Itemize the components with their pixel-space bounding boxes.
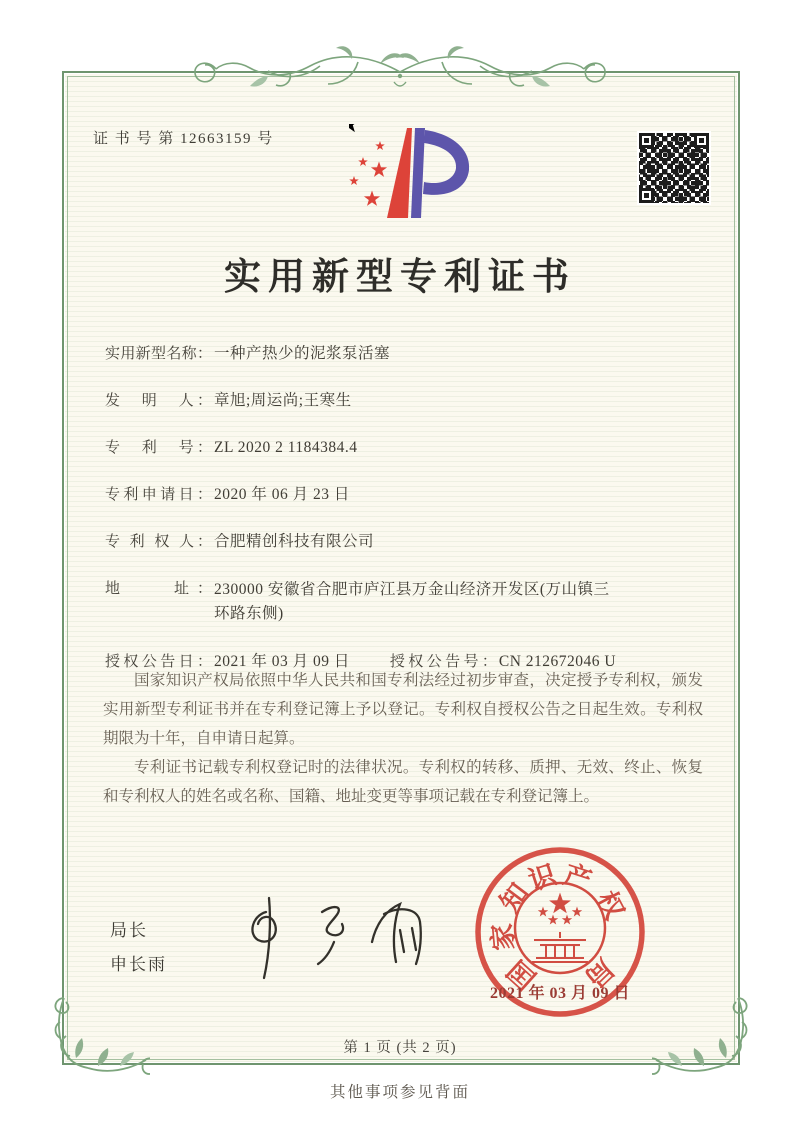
- bottom-left-corner-ornament: [50, 996, 150, 1096]
- field-value: 2021 年 03 月 09 日: [214, 653, 350, 670]
- certificate-title: 实用新型专利证书: [224, 257, 576, 298]
- field-label: 专 利 权 人：: [105, 534, 212, 550]
- legal-body-text: [103, 666, 703, 811]
- field-label: 授权公告号：: [389, 654, 497, 670]
- page-number: 第 1 页 (共 2 页): [343, 1040, 457, 1056]
- seal-date: 2021 年 03 月 09 日: [489, 985, 631, 1002]
- field-label: 专 利 号：: [105, 440, 212, 456]
- field-label: 授权公告日：: [105, 654, 212, 670]
- seal-char: 局: [579, 952, 620, 994]
- field-value: 2020 年 06 月 23 日: [214, 486, 350, 503]
- signer-name: 申长雨: [110, 955, 167, 974]
- field-row-inventors: [105, 390, 711, 412]
- seal-char: 产: [560, 859, 596, 897]
- field-label: 地 址：: [105, 581, 212, 597]
- field-value: 一种产热少的泥浆泵活塞: [214, 345, 391, 362]
- field-row-patentee: [105, 531, 711, 553]
- field-row-patent-number: [105, 437, 711, 459]
- body-paragraph-1: 国家知识产权局依照中华人民共和国专利法经过初步审查，决定授予专利权，颁发实用新型专利证书并在专利登记簿上予以登记。专利权自授权公告之日起生效。专利权期限为十年，自申请日起算。: [103, 672, 703, 747]
- field-value: CN 212672046 U: [498, 653, 617, 670]
- field-value: 章旭;周运尚;王寒生: [214, 392, 352, 409]
- signer-title: 局长: [110, 921, 148, 940]
- seal-char: 权: [590, 886, 630, 925]
- qr-code: [637, 131, 711, 205]
- handwritten-signature: [222, 890, 437, 992]
- seal-char: 家: [487, 922, 520, 952]
- field-label: 发 明 人：: [105, 393, 212, 409]
- seal-char: 国: [501, 954, 542, 995]
- qr-finder-icon: [639, 188, 654, 203]
- bottom-right-corner-ornament: [652, 996, 752, 1096]
- certificate-fields: [105, 343, 711, 698]
- qr-finder-icon: [694, 133, 709, 148]
- field-label: 实用新型名称：: [105, 346, 212, 362]
- field-row-utility-model-name: [105, 343, 711, 365]
- top-flourish-ornament: [180, 42, 620, 106]
- field-value: 合肥精创科技有限公司: [214, 533, 375, 550]
- official-seal: [472, 844, 648, 1020]
- cnipa-logo-icon: [349, 124, 473, 222]
- seal-char: 知: [494, 877, 535, 918]
- seal-char: 识: [524, 859, 560, 897]
- back-side-note: 其他事项参见背面: [329, 1084, 470, 1101]
- address-line-1: 230000 安徽省合肥市庐江县万金山经济开发区(万山镇三: [214, 581, 610, 598]
- qr-finder-icon: [639, 133, 654, 148]
- body-paragraph-2: 专利证书记载专利权登记时的法律状况。专利权的转移、质押、无效、终止、恢复和专利权人的姓名或名称、国籍、地址变更等事项记载在专利登记簿上。: [103, 759, 703, 805]
- certificate-number: 证 书 号 第 12663159 号: [93, 131, 274, 147]
- field-value: ZL 2020 2 1184384.4: [214, 439, 358, 456]
- field-label: 专利申请日：: [105, 487, 212, 503]
- field-row-filing-date: [105, 484, 711, 506]
- field-row-address: [105, 578, 711, 626]
- national-emblem-icon: [515, 883, 605, 973]
- field-value: [212, 578, 610, 626]
- address-line-2: 环路东侧): [214, 605, 284, 622]
